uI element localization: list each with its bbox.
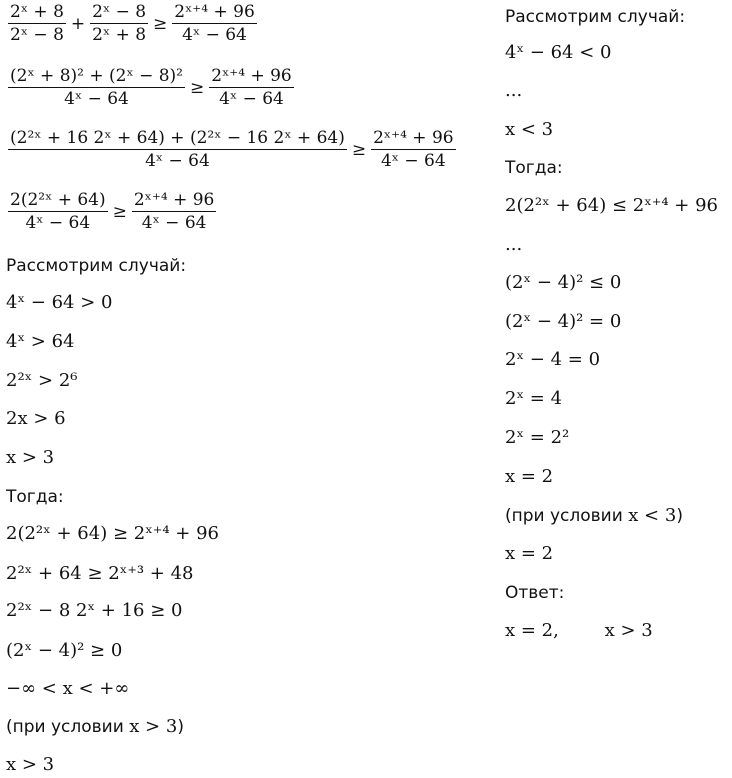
answer-label: Ответ: (505, 583, 565, 603)
fraction: $\frac{\text{2ˣ⁺⁴ + 96}}{\text{4ˣ − 64}}$ (211, 66, 292, 109)
math-line: 2ˣ = 2² (505, 427, 570, 448)
math-line: x < 3 (505, 119, 554, 140)
fraction: $\frac{\text{(2ˣ + 8)² + (2ˣ − 8)²}}{\text{4ˣ − 64}}$ (10, 66, 183, 109)
math-line: 2²ˣ − 8 2ˣ + 16 ≥ 0 (6, 600, 183, 621)
condition-line: (при условии x < 3) (505, 505, 683, 526)
case-label: Рассмотрим случай: (505, 7, 686, 27)
math-line: −∞ < x < +∞ (6, 678, 130, 699)
equation-2: $\frac{\text{(2ˣ + 8)² + (2ˣ − 8)²}}{\text{4ˣ − 64}}$ ≥ $\frac{\text{2ˣ⁺⁴ + 96}}{\text{4ˣ − 64}}$ (10, 66, 292, 109)
equation-4: $\frac{\text{2(2²ˣ + 64)}}{\text{4ˣ − 64}}$ ≥ $\frac{\text{2ˣ⁺⁴ + 96}}{\text{4ˣ − 64}}$ (10, 190, 215, 233)
math-line: 4ˣ > 64 (6, 331, 75, 352)
math-line: x > 3 (6, 754, 55, 775)
math-line: x > 3 (6, 447, 55, 468)
fraction: $\frac{\text{(2²ˣ + 16 2ˣ + 64) + (2²ˣ − 16 2ˣ + 64)}}{\text{4ˣ − 64}}$ (10, 128, 345, 171)
math-line: x = 2 (505, 543, 554, 564)
math-line: 2ˣ = 4 (505, 388, 563, 409)
math-line: 2(2²ˣ + 64) ≥ 2ˣ⁺⁴ + 96 (6, 523, 219, 544)
fraction: $\frac{\text{2ˣ⁺⁴ + 96}}{\text{4ˣ − 64}}$ (133, 190, 215, 233)
math-line: 4ˣ − 64 < 0 (505, 42, 612, 63)
math-line: 2²ˣ + 64 ≥ 2ˣ⁺³ + 48 (6, 563, 194, 584)
math-line: 2²ˣ > 2⁶ (6, 370, 78, 391)
math-line: 2(2²ˣ + 64) ≤ 2ˣ⁺⁴ + 96 (505, 195, 718, 216)
math-line: (2ˣ − 4)² ≥ 0 (6, 640, 123, 661)
fraction: $\frac{\text{2ˣ⁺⁴ + 96}}{\text{4ˣ − 64}}$ (174, 2, 255, 45)
then-label: Тогда: (6, 487, 64, 507)
equation-1: $\frac{\text{2ˣ + 8}}{\text{2ˣ − 8}}$ + $\frac{\text{2ˣ − 8}}{\text{2ˣ + 8}}$ ≥ $\frac{\text{2ˣ⁺⁴ + 96}}{\text{4ˣ − 64}}$ (10, 2, 255, 45)
condition-line: (при условии x > 3) (6, 716, 184, 737)
fraction: $\frac{\text{2(2²ˣ + 64)}}{\text{4ˣ − 64}}$ (10, 190, 106, 233)
math-line: ... (505, 234, 523, 255)
math-line: 4ˣ − 64 > 0 (6, 292, 113, 313)
fraction: $\frac{\text{2ˣ + 8}}{\text{2ˣ − 8}}$ (10, 2, 64, 45)
equation-3: $\frac{\text{(2²ˣ + 16 2ˣ + 64) + (2²ˣ − 16 2ˣ + 64)}}{\text{4ˣ − 64}}$ ≥ $\frac{\text{2ˣ⁺⁴ + 96}}{\text{4ˣ − 64}}$ (10, 128, 454, 171)
math-line: ... (505, 80, 523, 101)
math-line: 2ˣ − 4 = 0 (505, 349, 601, 370)
case-label: Рассмотрим случай: (6, 256, 187, 276)
math-line: x = 2 (505, 466, 554, 487)
fraction: $\frac{\text{2ˣ⁺⁴ + 96}}{\text{4ˣ − 64}}$ (373, 128, 454, 171)
math-line: (2ˣ − 4)² = 0 (505, 311, 622, 332)
answer-line: x = 2, x > 3 (505, 620, 653, 641)
then-label: Тогда: (505, 158, 563, 178)
math-line: (2ˣ − 4)² ≤ 0 (505, 272, 622, 293)
math-line: 2x > 6 (6, 408, 66, 429)
fraction: $\frac{\text{2ˣ − 8}}{\text{2ˣ + 8}}$ (92, 2, 147, 45)
